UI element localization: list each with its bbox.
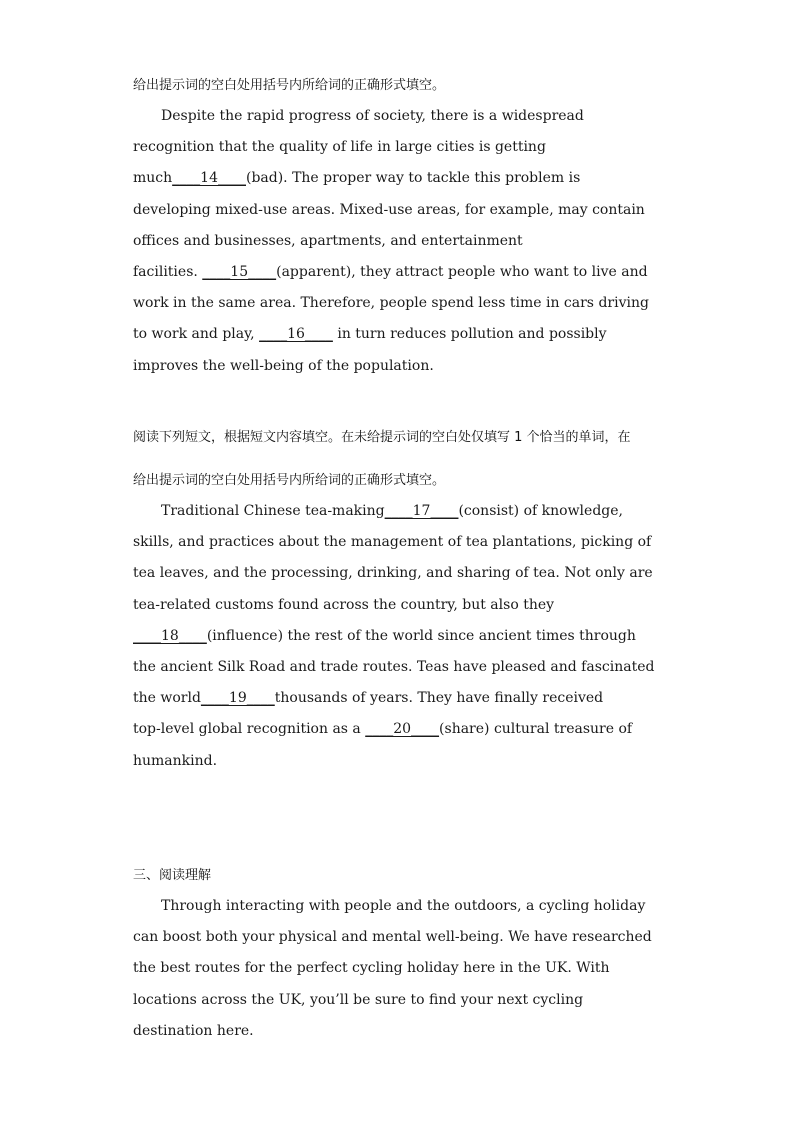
passage-line: locations across the UK, you’ll be sure to find your next cycling xyxy=(133,991,584,1008)
passage-line: Through interacting with people and the outdoors, a cycling holiday xyxy=(161,898,646,914)
blank-15[interactable]: ____15____ xyxy=(202,263,277,280)
passage-tea-making xyxy=(133,496,673,777)
passage-line: improves the well-being of the population. xyxy=(133,357,434,374)
blank-20[interactable]: ____20____ xyxy=(365,721,440,738)
passage-line: the ancient Silk Road and trade routes. Teas have pleased and fascinated xyxy=(133,658,655,675)
passage-line: much____14____(bad). The proper way to tackle this problem is xyxy=(133,170,581,187)
blank-18[interactable]: ____18____ xyxy=(133,627,207,644)
instruction-line-1: 阅读下列短文，根据短文内容填空。在未给提示词的空白处仅填写 1 个恰当的单词，在 xyxy=(133,430,631,445)
passage-line: top-level global recognition as a ____20____(share) cultural treasure of xyxy=(133,721,633,738)
blank-14[interactable]: ____14____ xyxy=(172,170,246,187)
passage-line: can boost both your physical and mental well-being. We have researched xyxy=(133,929,652,946)
passage-line: to work and play, ____16____ in turn reduces pollution and possibly xyxy=(133,326,607,343)
passage-line: recognition that the quality of life in large cities is getting xyxy=(133,139,546,156)
passage-line: the best routes for the perfect cycling holiday here in the UK. With xyxy=(133,960,610,977)
instruction-line-2: 给出提示词的空白处用括号内所给词的正确形式填空。 xyxy=(133,473,446,488)
passage-line: Despite the rapid progress of society, there is a widespread xyxy=(161,108,584,124)
passage-line: destination here. xyxy=(133,1022,254,1039)
passage-urban-life xyxy=(133,101,673,382)
passage-line: offices and businesses, apartments, and entertainment xyxy=(133,232,523,249)
passage-line: the world____19____thousands of years. They have finally received xyxy=(133,690,604,707)
section-heading-reading: 三、阅读理解 xyxy=(133,868,212,883)
passage-cycling-holiday xyxy=(133,891,673,1047)
passage-line: humankind. xyxy=(133,752,218,769)
instruction-continuation: 给出提示词的空白处用括号内所给词的正确形式填空。 xyxy=(133,78,446,93)
blank-16[interactable]: ____16____ xyxy=(259,326,333,343)
passage-line: Traditional Chinese tea-making____17____(consist) of knowledge, xyxy=(161,503,623,519)
blank-17[interactable]: ____17____ xyxy=(384,503,459,519)
passage-line: developing mixed-use areas. Mixed-use areas, for example, may contain xyxy=(133,201,645,218)
blank-19[interactable]: ____19____ xyxy=(200,690,275,707)
passage-line: work in the same area. Therefore, people spend less time in cars driving xyxy=(133,295,649,312)
passage-line: skills, and practices about the management of tea plantations, picking of xyxy=(133,534,652,551)
passage-line: tea-related customs found across the country, but also they xyxy=(133,596,555,613)
passage-line: tea leaves, and the processing, drinking, and sharing of tea. Not only are xyxy=(133,565,653,582)
passage-line: ____18____(influence) the rest of the world since ancient times through xyxy=(133,627,636,644)
passage-line: facilities. ____15____(apparent), they attract people who want to live and xyxy=(133,263,648,280)
